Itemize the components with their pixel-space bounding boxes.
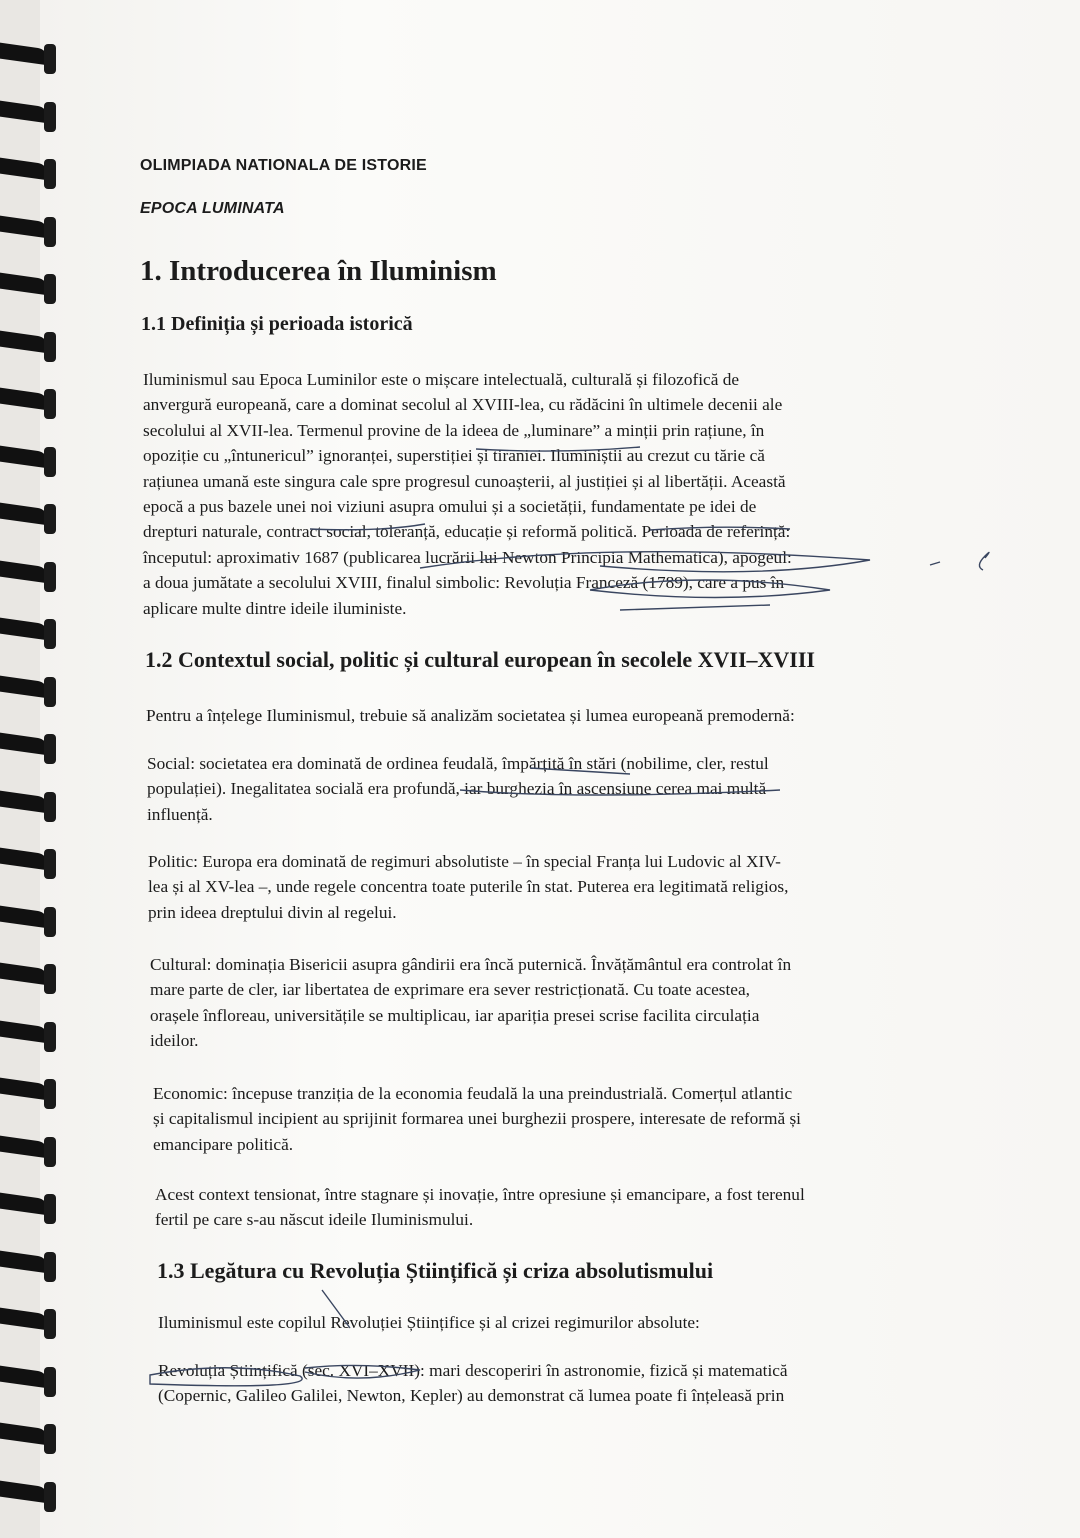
paragraph <box>150 952 791 1054</box>
text-line: Iluminismul este copilul Revoluției Științifice și al crizei regimurilor absolute: <box>158 1313 700 1332</box>
text-line: rațiunea umană este singura cale spre progresul cunoașterii, al justiției și al libertății. Această <box>143 471 786 491</box>
chapter-title: 1. Introducerea în Iluminism <box>140 255 497 287</box>
text-line: drepturi naturale, contract social, toleranță, educație și reformă politică. Perioada de referință: <box>143 522 791 542</box>
text-line: influență. <box>147 804 213 824</box>
text-line: ideilor. <box>150 1031 199 1051</box>
text-line: epocă a pus bazele unei noi viziuni asupra omului și a societății, fundamentate pe idei de <box>143 497 757 517</box>
text-line: fertil pe care s-au născut ideile Iluminismului. <box>155 1210 474 1230</box>
paragraph <box>147 751 769 827</box>
paragraph <box>148 849 788 925</box>
text-line: aplicare multe dintre ideile iluministe. <box>143 598 407 618</box>
text-line: Acest context tensionat, între stagnare și inovație, între opresiune și emancipare, a fost terenul <box>155 1185 805 1204</box>
text-line: începutul: aproximativ 1687 (publicarea lucrării lui Newton Principia Mathematica), apogeul: <box>143 547 792 567</box>
binding-coil <box>0 1248 62 1282</box>
text-line: Cultural: dominația Bisericii asupra gândirii era încă puternică. Învățământul era controlat în <box>150 955 792 974</box>
binding-coil <box>0 328 62 362</box>
binding-coil <box>0 615 62 649</box>
binding-coil <box>0 845 62 879</box>
binding-coil <box>0 500 62 534</box>
binding-coil <box>0 155 62 189</box>
binding-coil <box>0 1190 62 1224</box>
text-line: prin ideea dreptului divin al regelui. <box>148 902 397 922</box>
text-line: Revoluția Științifică (sec. XVI–XVII): mari descoperiri în astronomie, fizică și matematică <box>158 1361 788 1380</box>
binding-coil <box>0 1478 62 1512</box>
text-line: mare parte de cler, iar libertatea de exprimare era sever restricționată. Cu toate acestea, <box>150 980 750 1000</box>
text-line: anvergură europeană, care a dominat secolul al XVIII-lea, cu rădăcini în ultimele decenii ale <box>143 395 783 415</box>
text-line: orașele înfloreau, universitățile se multiplicau, iar apariția presei scrise facilita circulația <box>150 1005 760 1025</box>
text-line: Iluminismul sau Epoca Luminilor este o mișcare intelectuală, culturală și filozofică de <box>143 370 740 389</box>
paragraph <box>158 1310 700 1335</box>
paragraph <box>146 703 795 728</box>
binding-coil <box>0 1018 62 1052</box>
binding-coil <box>0 213 62 247</box>
paragraph <box>153 1081 801 1157</box>
document-subtitle: EPOCA LUMINATA <box>140 200 285 217</box>
paragraph <box>143 367 792 621</box>
binding-coil <box>0 558 62 592</box>
binding-coil <box>0 1363 62 1397</box>
section-title: 1.3 Legătura cu Revoluția Științifică și criza absolutismului <box>157 1258 714 1283</box>
binding-coil <box>0 730 62 764</box>
binding-coil <box>0 98 62 132</box>
text-line: lea și al XV-lea –, unde regele concentra toate puterile în stat. Puterea era legitimată religios, <box>148 877 789 897</box>
paragraph <box>158 1358 788 1409</box>
binding-coil <box>0 1420 62 1454</box>
binding-coil <box>0 1305 62 1339</box>
binding-coil <box>0 960 62 994</box>
paragraph <box>155 1182 805 1233</box>
section-title: 1.1 Definiția și perioada istorică <box>141 313 413 335</box>
text-line: secolului al XVII-lea. Termenul provine de la ideea de „luminare” a minții prin rațiune, în <box>143 420 765 440</box>
binding-coil <box>0 443 62 477</box>
binding-coil <box>0 270 62 304</box>
text-line: Economic: începuse tranziția de la economia feudală la una preindustrială. Comerțul atlantic <box>153 1084 793 1103</box>
text-line: opoziție cu „întunericul” ignoranței, superstiției și tiraniei. Iluminiștii au crezut cu tărie că <box>143 446 765 466</box>
text-line: și capitalismul incipient au sprijinit formarea unei burghezii prospere, interesate de reformă și <box>153 1109 801 1129</box>
binding-coil <box>0 1075 62 1109</box>
binding-coil <box>0 40 62 74</box>
text-line: (Copernic, Galileo Galilei, Newton, Kepler) au demonstrat că lumea poate fi înțeleasă prin <box>158 1386 785 1406</box>
competition-header: OLIMPIADA NATIONALA DE ISTORIE <box>140 157 427 174</box>
binding-coil <box>0 788 62 822</box>
text-line: a doua jumătate a secolului XVIII, finalul simbolic: Revoluția Franceză (1789), care a pus în <box>143 573 785 593</box>
text-line: populației). Inegalitatea socială era profundă, iar burghezia în ascensiune cerea mai multă <box>147 779 767 799</box>
section-title: 1.2 Contextul social, politic și cultural european în secolele XVII–XVIII <box>145 647 815 672</box>
binding-coil <box>0 673 62 707</box>
binding-coil <box>0 385 62 419</box>
text-line: Politic: Europa era dominată de regimuri absolutiste – în special Franța lui Ludovic al XIV- <box>148 852 781 871</box>
binding-coil <box>0 903 62 937</box>
text-line: Pentru a înțelege Iluminismul, trebuie să analizăm societatea și lumea europeană premodernă: <box>146 706 795 725</box>
text-line: emancipare politică. <box>153 1134 294 1154</box>
text-line: Social: societatea era dominată de ordinea feudală, împărțită în stări (nobilime, cler, restul <box>147 754 769 773</box>
binding-coil <box>0 1133 62 1167</box>
